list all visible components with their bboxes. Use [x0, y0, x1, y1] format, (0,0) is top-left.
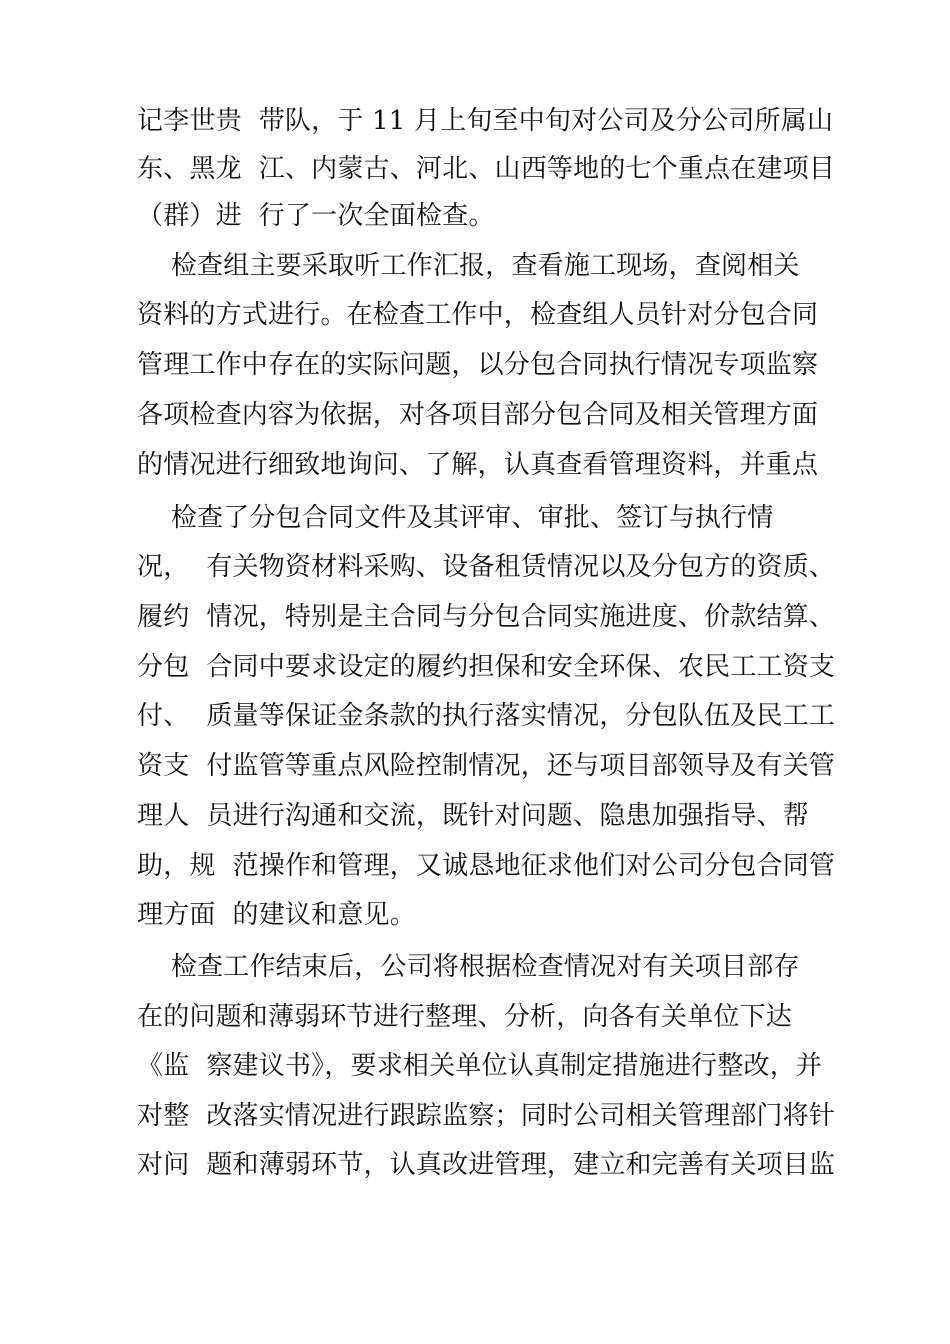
text-line: 对整 改落实情况进行跟踪监察；同时公司相关管理部门将针 — [137, 1101, 836, 1131]
text-line: 况， 有关物资材料采购、设备租赁情况以及分包方的资质、 — [137, 552, 836, 582]
text-line: 检查了分包合同文件及其评审、审批、签订与执行情 — [137, 503, 774, 533]
text-line: 的情况进行细致地询问、了解，认真查看管理资料，并重点 — [137, 450, 819, 480]
text-line: 对问 题和薄弱环节，认真改进管理，建立和完善有关项目监 — [137, 1150, 836, 1180]
text-line: 付、 质量等保证金条款的执行落实情况，分包队伍及民工工 — [137, 701, 836, 731]
text-line: （群）进 行了一次全面检查。 — [137, 201, 495, 231]
text-line: 理人 员进行沟通和交流，既针对问题、隐患加强指导、帮 — [137, 801, 809, 831]
text-line: 东、黑龙 江、内蒙古、河北、山西等地的七个重点在建项目 — [137, 154, 836, 184]
text-line: 检查工作结束后，公司将根据检查情况对有关项目部存 — [137, 952, 800, 982]
text-line: 资料的方式进行。在检查工作中，检查组人员针对分包合同 — [137, 300, 819, 330]
text-line: 管理工作中存在的实际问题，以分包合同执行情况专项监察 — [137, 350, 819, 380]
text-line: 履约 情况，特别是主合同与分包合同实施进度、价款结算、 — [137, 602, 836, 632]
text-line: 理方面 的建议和意见。 — [137, 900, 416, 930]
text-line: 《监 察建议书》，要求相关单位认真制定措施进行整改，并 — [137, 1051, 823, 1081]
text-line: 在的问题和薄弱环节进行整理、分析，向各有关单位下达 — [137, 1002, 793, 1032]
text-line: 分包 合同中要求设定的履约担保和安全环保、农民工工资支 — [137, 652, 836, 682]
text-line: 各项检查内容为依据，对各项目部分包合同及相关管理方面 — [137, 400, 819, 430]
text-line: 检查组主要采取听工作汇报，查看施工现场，查阅相关 — [137, 251, 800, 281]
text-line: 助，规 范操作和管理，又诚恳地征求他们对公司分包合同管 — [137, 851, 836, 881]
text-line: 记李世贵 带队，于 11 月上旬至中旬对公司及分公司所属山 — [137, 106, 834, 136]
text-line: 资支 付监管等重点风险控制情况，还与项目部领导及有关管 — [137, 751, 836, 781]
